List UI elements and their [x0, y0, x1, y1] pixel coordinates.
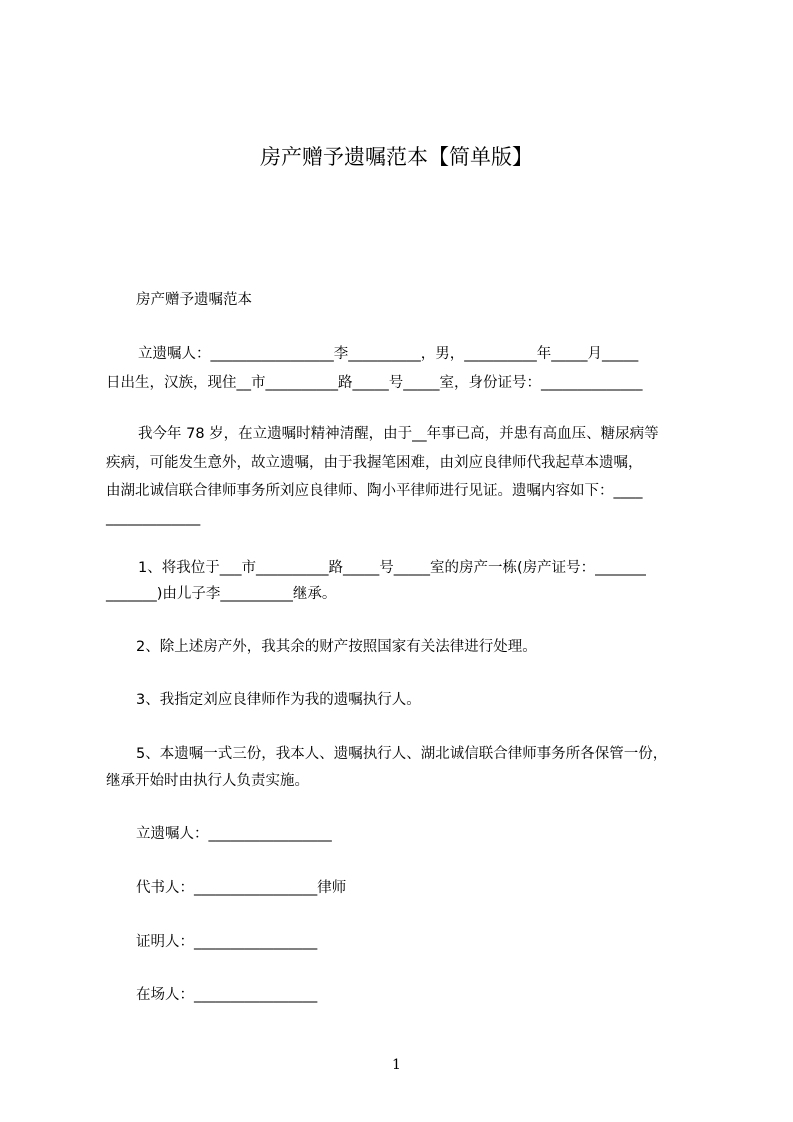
- signature-present: 在场人：_________________: [136, 987, 318, 1003]
- document-title: 房产赠予遗嘱范本【简单版】: [260, 145, 533, 169]
- statement-line-1: 我今年 78 岁，在立遗嘱时精神清醒，由于__年事已高，并患有高血压、糖尿病等: [138, 426, 659, 442]
- statement-line-2: 疾病，可能发生意外，故立遗嘱，由于我握笔困难，由刘应良律师代我起草本遗嘱，: [106, 455, 643, 471]
- testator-info-line-2: 日出生，汉族，现住__市__________路_____号_____室，身份证号：______________: [106, 375, 643, 391]
- clause-5-line-1: 5、本遗嘱一式三份，我本人、遗嘱执行人、湖北诚信联合律师事务所各保管一份，: [136, 746, 668, 762]
- clause-3: 3、我指定刘应良律师作为我的遗嘱执行人。: [136, 692, 421, 708]
- document-subtitle: 房产赠予遗嘱范本: [136, 292, 252, 308]
- signature-drafter: 代书人：_________________律师: [136, 880, 347, 896]
- clause-1-line-1: 1、将我位于___市__________路_____号_____室的房产一栋(房产证号：_______: [138, 560, 646, 576]
- statement-line-4: _____________: [106, 510, 201, 526]
- statement-line-3: 由湖北诚信联合律师事务所刘应良律师、陶小平律师进行见证。遗嘱内容如下：____: [106, 483, 643, 499]
- clause-5-line-2: 继承开始时由执行人负责实施。: [106, 773, 309, 789]
- page-number: 1: [392, 1057, 401, 1073]
- clause-1-line-2: _______)由儿子李__________继承。: [106, 586, 337, 602]
- clause-2: 2、除上述房产外，我其余的财产按照国家有关法律进行处理。: [136, 639, 537, 655]
- signature-witness: 证明人：_________________: [136, 934, 318, 950]
- testator-info-line-1: 立遗嘱人：_________________李__________，男，__________年_____月_____: [138, 346, 639, 362]
- signature-testator: 立遗嘱人：_________________: [136, 826, 332, 842]
